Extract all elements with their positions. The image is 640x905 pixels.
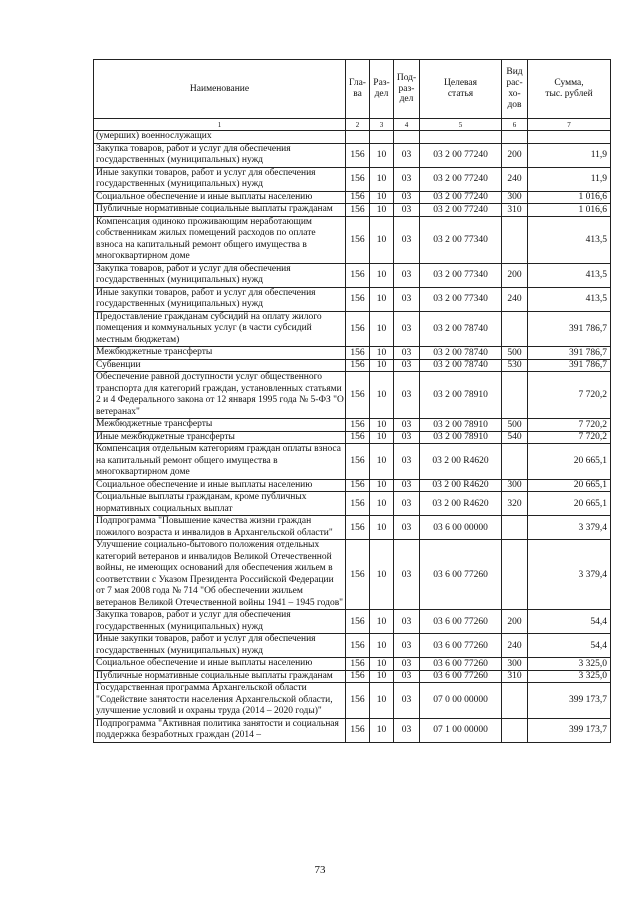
cell-vid-rashodov: 200: [502, 610, 528, 634]
cell-celevaya-statya: [420, 131, 502, 144]
cell-razdel: 10: [370, 204, 394, 217]
cell-celevaya-statya: 07 1 00 00000: [420, 718, 502, 742]
cell-summa: 7 720,2: [528, 431, 611, 444]
table-row: [94, 191, 611, 204]
cell-name: (умерших) военнослужащих: [94, 131, 346, 144]
cell-vid-rashodov: 200: [502, 263, 528, 287]
cell-razdel: 10: [370, 287, 394, 311]
table-row: [94, 444, 611, 480]
table-row: [94, 479, 611, 492]
cell-podrazdel: 03: [394, 634, 420, 658]
cell-summa: 3 379,4: [528, 540, 611, 610]
column-number: 3: [370, 119, 394, 131]
cell-name: Компенсация отдельным категориям граждан оплаты взноса на капитальный ремонт общего имущества в многоквартирном доме: [94, 444, 346, 480]
cell-razdel: 10: [370, 216, 394, 263]
cell-razdel: 10: [370, 479, 394, 492]
header-celevaya-statya: Целевая статья: [420, 60, 502, 119]
cell-name: Субвенции: [94, 359, 346, 372]
table-row: [94, 359, 611, 372]
cell-razdel: 10: [370, 191, 394, 204]
table-row: [94, 634, 611, 658]
table-row: [94, 718, 611, 742]
cell-celevaya-statya: 03 2 00 78740: [420, 347, 502, 360]
cell-podrazdel: 03: [394, 516, 420, 540]
cell-glava: 156: [346, 670, 370, 683]
cell-glava: 156: [346, 683, 370, 719]
cell-podrazdel: 03: [394, 263, 420, 287]
cell-razdel: 10: [370, 419, 394, 432]
cell-vid-rashodov: [502, 683, 528, 719]
cell-celevaya-statya: 03 2 00 R4620: [420, 492, 502, 516]
cell-celevaya-statya: 03 2 00 77240: [420, 204, 502, 217]
cell-razdel: 10: [370, 372, 394, 419]
cell-podrazdel: 03: [394, 287, 420, 311]
cell-vid-rashodov: 310: [502, 670, 528, 683]
cell-podrazdel: 03: [394, 658, 420, 671]
cell-glava: 156: [346, 479, 370, 492]
cell-podrazdel: 03: [394, 431, 420, 444]
table-row: [94, 610, 611, 634]
page-number: 73: [314, 864, 326, 876]
header-vid-rashodov: Вид рас- хо- дов: [502, 60, 528, 119]
table-row: [94, 419, 611, 432]
cell-celevaya-statya: 07 0 00 00000: [420, 683, 502, 719]
cell-glava: 156: [346, 167, 370, 191]
cell-glava: 156: [346, 347, 370, 360]
budget-table: [93, 59, 611, 743]
cell-razdel: 10: [370, 718, 394, 742]
table-row: [94, 540, 611, 610]
cell-summa: 3 325,0: [528, 670, 611, 683]
cell-name: Закупка товаров, работ и услуг для обеспечения государственных (муниципальных) нужд: [94, 610, 346, 634]
cell-name: Публичные нормативные социальные выплаты гражданам: [94, 670, 346, 683]
cell-celevaya-statya: 03 6 00 00000: [420, 516, 502, 540]
cell-summa: 7 720,2: [528, 372, 611, 419]
cell-glava: 156: [346, 419, 370, 432]
table-row: [94, 131, 611, 144]
table-row: [94, 683, 611, 719]
cell-summa: 20 665,1: [528, 492, 611, 516]
cell-name: Социальное обеспечение и иные выплаты населению: [94, 191, 346, 204]
cell-glava: 156: [346, 540, 370, 610]
cell-name: Межбюджетные трансферты: [94, 347, 346, 360]
cell-vid-rashodov: 300: [502, 658, 528, 671]
cell-podrazdel: 03: [394, 444, 420, 480]
cell-glava: 156: [346, 263, 370, 287]
cell-vid-rashodov: [502, 444, 528, 480]
cell-summa: 3 325,0: [528, 658, 611, 671]
cell-summa: 54,4: [528, 634, 611, 658]
cell-summa: 20 665,1: [528, 479, 611, 492]
table-row: [94, 216, 611, 263]
cell-celevaya-statya: 03 2 00 R4620: [420, 479, 502, 492]
cell-glava: 156: [346, 431, 370, 444]
cell-celevaya-statya: 03 6 00 77260: [420, 670, 502, 683]
cell-glava: 156: [346, 359, 370, 372]
cell-summa: 413,5: [528, 263, 611, 287]
cell-razdel: 10: [370, 492, 394, 516]
cell-celevaya-statya: 03 6 00 77260: [420, 658, 502, 671]
cell-summa: 391 786,7: [528, 311, 611, 347]
cell-summa: 1 016,6: [528, 204, 611, 217]
cell-podrazdel: 03: [394, 347, 420, 360]
cell-vid-rashodov: [502, 131, 528, 144]
cell-vid-rashodov: 300: [502, 191, 528, 204]
cell-name: Подпрограмма "Повышение качества жизни граждан пожилого возраста и инвалидов в Архангельской области": [94, 516, 346, 540]
cell-name: Социальные выплаты гражданам, кроме публичных нормативных социальных выплат: [94, 492, 346, 516]
cell-celevaya-statya: 03 2 00 78740: [420, 311, 502, 347]
table-row: [94, 204, 611, 217]
cell-razdel: 10: [370, 658, 394, 671]
cell-celevaya-statya: 03 6 00 77260: [420, 540, 502, 610]
cell-razdel: 10: [370, 444, 394, 480]
table-row: [94, 658, 611, 671]
cell-name: Подпрограмма "Активная политика занятости и социальная поддержка безработных граждан (2014 –: [94, 718, 346, 742]
cell-name: Обеспечение равной доступности услуг общественного транспорта для категорий граждан, установленных статьями 2 и 4 Федерального закона от 12 января 1995 года № 5-ФЗ "О ветеранах": [94, 372, 346, 419]
cell-razdel: 10: [370, 670, 394, 683]
cell-podrazdel: 03: [394, 372, 420, 419]
cell-razdel: 10: [370, 347, 394, 360]
table-row: [94, 670, 611, 683]
cell-podrazdel: 03: [394, 311, 420, 347]
cell-name: Иные закупки товаров, работ и услуг для обеспечения государственных (муниципальных) нужд: [94, 287, 346, 311]
table-row: [94, 167, 611, 191]
cell-podrazdel: 03: [394, 718, 420, 742]
cell-glava: 156: [346, 492, 370, 516]
cell-vid-rashodov: 500: [502, 347, 528, 360]
cell-vid-rashodov: [502, 311, 528, 347]
cell-summa: 11,9: [528, 167, 611, 191]
table-row: [94, 143, 611, 167]
cell-razdel: 10: [370, 263, 394, 287]
cell-podrazdel: 03: [394, 610, 420, 634]
cell-vid-rashodov: [502, 372, 528, 419]
cell-celevaya-statya: 03 2 00 78910: [420, 419, 502, 432]
cell-podrazdel: 03: [394, 204, 420, 217]
cell-vid-rashodov: 300: [502, 479, 528, 492]
cell-razdel: 10: [370, 143, 394, 167]
cell-razdel: 10: [370, 431, 394, 444]
cell-razdel: 10: [370, 516, 394, 540]
cell-vid-rashodov: [502, 540, 528, 610]
cell-summa: 399 173,7: [528, 683, 611, 719]
cell-vid-rashodov: 200: [502, 143, 528, 167]
cell-vid-rashodov: [502, 718, 528, 742]
cell-summa: 391 786,7: [528, 359, 611, 372]
cell-summa: 391 786,7: [528, 347, 611, 360]
column-number: 4: [394, 119, 420, 131]
cell-podrazdel: 03: [394, 191, 420, 204]
cell-vid-rashodov: 240: [502, 287, 528, 311]
cell-celevaya-statya: 03 2 00 77240: [420, 191, 502, 204]
cell-glava: 156: [346, 444, 370, 480]
cell-glava: 156: [346, 191, 370, 204]
cell-glava: 156: [346, 311, 370, 347]
cell-razdel: 10: [370, 683, 394, 719]
cell-summa: 20 665,1: [528, 444, 611, 480]
cell-vid-rashodov: 240: [502, 634, 528, 658]
cell-name: Закупка товаров, работ и услуг для обеспечения государственных (муниципальных) нужд: [94, 143, 346, 167]
table-row: [94, 347, 611, 360]
cell-name: Иные закупки товаров, работ и услуг для обеспечения государственных (муниципальных) нужд: [94, 634, 346, 658]
cell-glava: 156: [346, 287, 370, 311]
column-number: 5: [420, 119, 502, 131]
cell-name: Социальное обеспечение и иные выплаты населению: [94, 658, 346, 671]
cell-celevaya-statya: 03 2 00 78740: [420, 359, 502, 372]
table-row: [94, 372, 611, 419]
cell-summa: 1 016,6: [528, 191, 611, 204]
cell-glava: [346, 131, 370, 144]
cell-podrazdel: 03: [394, 419, 420, 432]
cell-celevaya-statya: 03 2 00 77340: [420, 216, 502, 263]
cell-glava: 156: [346, 204, 370, 217]
cell-glava: 156: [346, 372, 370, 419]
header-summa: Сумма, тыс. рублей: [528, 60, 611, 119]
column-number: 2: [346, 119, 370, 131]
cell-glava: 156: [346, 634, 370, 658]
cell-glava: 156: [346, 516, 370, 540]
cell-razdel: 10: [370, 167, 394, 191]
cell-name: Улучшение социально-бытового положения отдельных категорий ветеранов и инвалидов Великой Отечественной войны, не имеющих оснований для обеспечения жильем в соответствии с Указом Президента Российской Федерации от 7 мая 2008 года № 714 "Об обеспечении жильем ветеранов Великой Отечественной войны 1941 – 1945 годов": [94, 540, 346, 610]
cell-podrazdel: 03: [394, 683, 420, 719]
cell-podrazdel: [394, 131, 420, 144]
cell-name: Социальное обеспечение и иные выплаты населению: [94, 479, 346, 492]
cell-razdel: 10: [370, 359, 394, 372]
cell-podrazdel: 03: [394, 167, 420, 191]
cell-celevaya-statya: 03 2 00 78910: [420, 372, 502, 419]
cell-summa: 54,4: [528, 610, 611, 634]
cell-vid-rashodov: [502, 216, 528, 263]
table-body: [94, 131, 611, 743]
cell-vid-rashodov: 500: [502, 419, 528, 432]
table-row: [94, 311, 611, 347]
cell-summa: 413,5: [528, 287, 611, 311]
cell-razdel: 10: [370, 610, 394, 634]
cell-name: Закупка товаров, работ и услуг для обеспечения государственных (муниципальных) нужд: [94, 263, 346, 287]
cell-summa: 7 720,2: [528, 419, 611, 432]
header-podrazdel: Под- раз- дел: [394, 60, 420, 119]
table-row: [94, 263, 611, 287]
cell-podrazdel: 03: [394, 359, 420, 372]
cell-vid-rashodov: 530: [502, 359, 528, 372]
cell-celevaya-statya: 03 2 00 77340: [420, 287, 502, 311]
cell-razdel: 10: [370, 540, 394, 610]
cell-podrazdel: 03: [394, 670, 420, 683]
cell-glava: 156: [346, 143, 370, 167]
cell-podrazdel: 03: [394, 143, 420, 167]
cell-vid-rashodov: [502, 516, 528, 540]
cell-vid-rashodov: 320: [502, 492, 528, 516]
cell-summa: [528, 131, 611, 144]
cell-glava: 156: [346, 610, 370, 634]
cell-name: Государственная программа Архангельской области "Содействие занятости населения Архангельской области, улучшение условий и охраны труда (2014 – 2020 годы)": [94, 683, 346, 719]
cell-name: Публичные нормативные социальные выплаты гражданам: [94, 204, 346, 217]
cell-name: Иные межбюджетные трансферты: [94, 431, 346, 444]
cell-celevaya-statya: 03 2 00 77340: [420, 263, 502, 287]
cell-podrazdel: 03: [394, 216, 420, 263]
cell-name: Межбюджетные трансферты: [94, 419, 346, 432]
column-number: 1: [94, 119, 346, 131]
cell-glava: 156: [346, 718, 370, 742]
cell-razdel: 10: [370, 634, 394, 658]
cell-summa: 399 173,7: [528, 718, 611, 742]
column-number: 6: [502, 119, 528, 131]
table-row: [94, 516, 611, 540]
cell-podrazdel: 03: [394, 492, 420, 516]
header-razdel: Раз- дел: [370, 60, 394, 119]
cell-glava: 156: [346, 658, 370, 671]
cell-celevaya-statya: 03 2 00 R4620: [420, 444, 502, 480]
cell-name: Компенсация одиноко проживающим неработающим собственникам жилых помещений расходов по оплате взноса на капитальный ремонт общего имущества в многоквартирном доме: [94, 216, 346, 263]
cell-podrazdel: 03: [394, 540, 420, 610]
header-glava: Гла- ва: [346, 60, 370, 119]
cell-vid-rashodov: 240: [502, 167, 528, 191]
header-name: Наименование: [94, 60, 346, 119]
cell-name: Предоставление гражданам субсидий на оплату жилого помещения и коммунальных услуг (в части субсидий местным бюджетам): [94, 311, 346, 347]
cell-razdel: [370, 131, 394, 144]
cell-summa: 3 379,4: [528, 516, 611, 540]
cell-celevaya-statya: 03 6 00 77260: [420, 610, 502, 634]
cell-celevaya-statya: 03 2 00 77240: [420, 167, 502, 191]
column-number: 7: [528, 119, 611, 131]
cell-vid-rashodov: 540: [502, 431, 528, 444]
cell-razdel: 10: [370, 311, 394, 347]
cell-glava: 156: [346, 216, 370, 263]
cell-name: Иные закупки товаров, работ и услуг для обеспечения государственных (муниципальных) нужд: [94, 167, 346, 191]
cell-celevaya-statya: 03 2 00 78910: [420, 431, 502, 444]
cell-summa: 11,9: [528, 143, 611, 167]
cell-celevaya-statya: 03 6 00 77260: [420, 634, 502, 658]
cell-podrazdel: 03: [394, 479, 420, 492]
table-row: [94, 287, 611, 311]
table-row: [94, 431, 611, 444]
cell-vid-rashodov: 310: [502, 204, 528, 217]
cell-celevaya-statya: 03 2 00 77240: [420, 143, 502, 167]
table-row: [94, 492, 611, 516]
cell-summa: 413,5: [528, 216, 611, 263]
